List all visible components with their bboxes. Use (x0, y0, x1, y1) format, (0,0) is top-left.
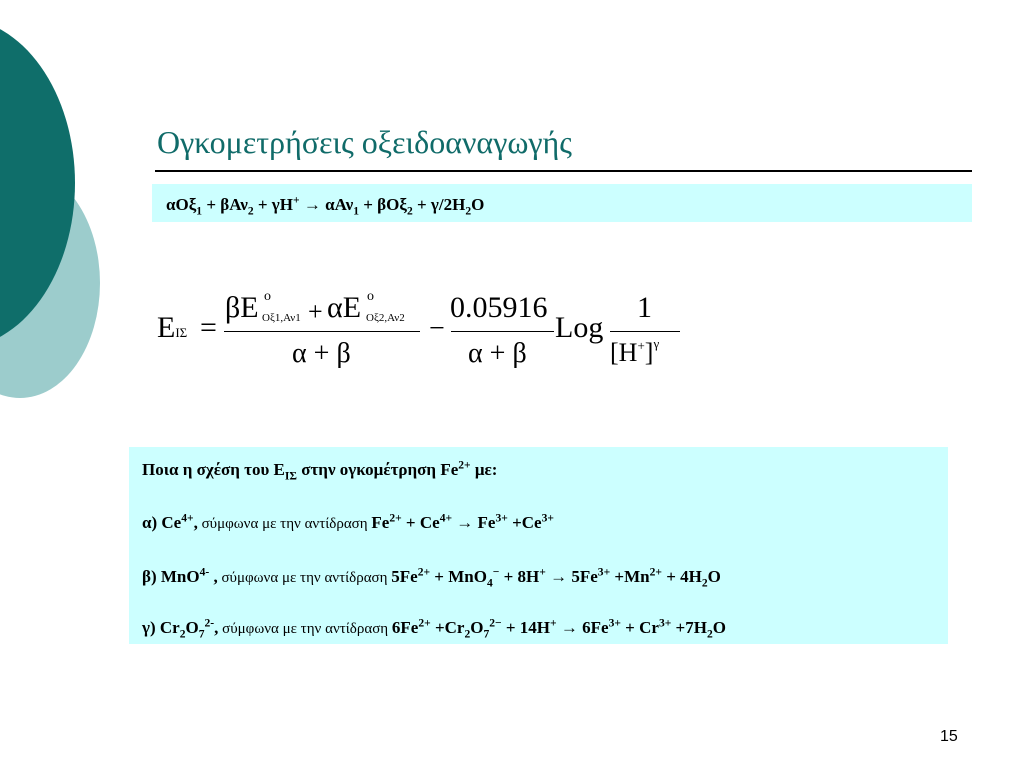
formula-den1: α + β (292, 338, 351, 369)
formula-alpha-e: αE (327, 291, 362, 324)
fraction-bar-2 (451, 331, 554, 332)
formula-den2: α + β (468, 338, 527, 369)
formula-plus: + (308, 297, 323, 326)
formula-superscript-o2: o (367, 289, 374, 304)
fraction-bar-1 (224, 331, 420, 332)
page-number: 15 (940, 728, 958, 745)
formula-superscript-o1: o (264, 289, 271, 304)
formula-sub1: Οξ1,Αν1 (262, 312, 301, 324)
title-underline (155, 170, 972, 172)
formula-sub2: Οξ2,Αν2 (366, 312, 405, 324)
formula-h-bracket: $[H^+]^\gamma$ (610, 336, 660, 367)
formula-beta-e: βE (225, 291, 259, 324)
reaction-equation: $\alpha O\xi_1 + \beta A\nu_2 + \gamma H^+ \to \alpha A\nu_1 + \beta O\xi_2 + \gamma/2H_2O$ (166, 193, 485, 218)
question-heading: Ποια η σχέση του $E_{I\Sigma}$ στην ογκομέτρηση $Fe^{2+}$ με: (142, 458, 498, 483)
formula-coefficient: 0.05916 (450, 291, 548, 324)
formula-numerator-one: 1 (637, 291, 652, 324)
question-item-b: β) MnO$^{4-}$ , σύμφωνα με την αντίδραση $5Fe^{2+} + MnO_4^- + 8H^+ \to 5Fe^{3+} +Mn^{2+} + 4H_2O$ (142, 565, 721, 590)
formula-equals: = (200, 311, 217, 344)
question-item-c: γ) $Cr_2O_7^{2-}$, σύμφωνα με την αντίδραση $6Fe^{2+} +Cr_2O_7^{2-} + 14H^+ \to 6Fe^{3+} + Cr^{3+} +7H_2O$ (142, 616, 726, 641)
potential-formula (150, 283, 710, 383)
formula-lhs: EΙΣ (157, 311, 188, 344)
fraction-bar-3 (610, 331, 680, 332)
formula-log: Log (555, 311, 604, 344)
question-item-a: α) $Ce^{4+}$, σύμφωνα με την αντίδραση $Fe^{2+} + Ce^{4+} \to Fe^{3+} +Ce^{3+}$ (142, 511, 554, 532)
slide-title: Ογκομετρήσεις οξειδοαναγωγής (157, 124, 572, 160)
formula-minus: − (429, 313, 445, 344)
